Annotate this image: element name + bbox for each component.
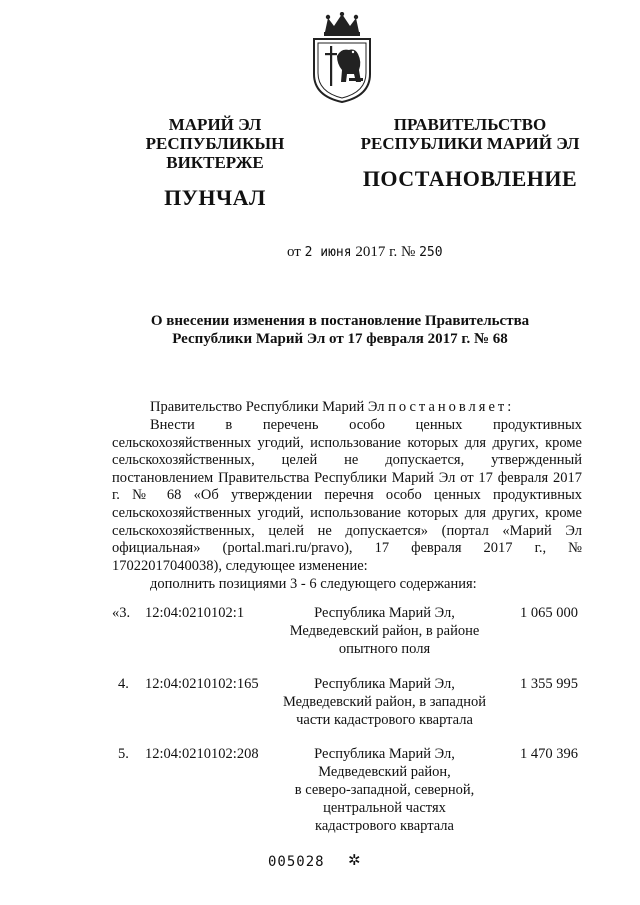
location-line: Медведевский район, bbox=[318, 764, 451, 780]
header-left-line2: ВИКТЕРЖЕ bbox=[166, 153, 264, 172]
location-line: Республика Марий Эл, bbox=[314, 605, 455, 621]
header-right-doc-type: ПОСТАНОВЛЕНИЕ bbox=[362, 166, 578, 191]
location-line: центральной частях bbox=[323, 800, 446, 816]
p1-decree-word: постановляет: bbox=[388, 399, 515, 415]
cadastral-number: 12:04:0210102:165 bbox=[145, 676, 259, 692]
cadastral-number: 12:04:0210102:1 bbox=[145, 605, 245, 621]
document-date: 2 июня bbox=[304, 245, 352, 260]
location-cell bbox=[282, 745, 487, 835]
serial-number: 005028 bbox=[268, 854, 325, 870]
document-title bbox=[130, 312, 550, 348]
date-prefix: от bbox=[287, 244, 301, 260]
header-left-block bbox=[100, 115, 330, 210]
header-right-line1: ПРАВИТЕЛЬСТВО bbox=[393, 115, 547, 134]
location-line: Медведевский район, в районе bbox=[289, 623, 480, 639]
location-line: кадастрового квартала bbox=[315, 818, 454, 834]
title-line2: Республики Марий Эл от 17 февраля 2017 г. № 68 bbox=[172, 331, 508, 347]
location-line: Медведевский район, в западной bbox=[282, 694, 487, 710]
p1-text: Правительство Республики Марий Эл bbox=[150, 399, 385, 415]
row-number: 5. bbox=[118, 746, 129, 762]
date-number-line bbox=[287, 244, 443, 261]
title-line1: О внесении изменения в постановление Правительства bbox=[150, 313, 530, 329]
location-cell bbox=[282, 675, 487, 729]
location-line: части кадастрового квартала bbox=[296, 712, 473, 728]
area-value: 1 355 995 bbox=[520, 676, 578, 692]
row-number: «3. bbox=[112, 605, 131, 621]
date-year: 2017 г. № bbox=[355, 244, 416, 260]
row-number: 4. bbox=[118, 676, 129, 692]
coat-of-arms-emblem bbox=[311, 12, 373, 104]
document-number: 250 bbox=[419, 245, 443, 260]
location-line: опытного поля bbox=[338, 641, 431, 657]
location-line: Республика Марий Эл, bbox=[314, 676, 455, 692]
location-cell bbox=[282, 604, 487, 658]
header-right-block bbox=[360, 115, 580, 191]
asterisk-mark-icon: ✲ bbox=[348, 853, 361, 869]
location-line: Республика Марий Эл, bbox=[314, 746, 455, 762]
area-value: 1 065 000 bbox=[520, 605, 578, 621]
cadastral-number: 12:04:0210102:208 bbox=[145, 746, 259, 762]
body-paragraph-3: дополнить позициями 3 - 6 следующего содержания: bbox=[150, 576, 477, 592]
area-value: 1 470 396 bbox=[520, 746, 578, 762]
header-left-doc-type: ПУНЧАЛ bbox=[164, 185, 266, 210]
header-left-line1: МАРИЙ ЭЛ РЕСПУБЛИКЫН bbox=[145, 115, 285, 153]
body-paragraph-2: Внести в перечень особо ценных продуктивных сельскохозяйственных угодий, использование которых для других, кроме сельскохозяйственных, целей не допускается, утвержденный постановлением Правительства Республики Марий Эл от 17 февраля 2017 г. № 68 «Об утверждении перечня особо ценных продуктивных сельскохозяйственных угодий, использование которых для других, кроме сельскохозяйственных, целей не допускается» (портал «Марий Эл официальная» (portal.mari.ru/pravo), 17 февраля 2017 г., № 17022017040038), следующее изменение: bbox=[112, 417, 582, 574]
body-paragraph-1 bbox=[112, 399, 582, 417]
header-right-line2: РЕСПУБЛИКИ МАРИЙ ЭЛ bbox=[360, 134, 580, 153]
location-line: в северо-западной, северной, bbox=[294, 782, 475, 798]
